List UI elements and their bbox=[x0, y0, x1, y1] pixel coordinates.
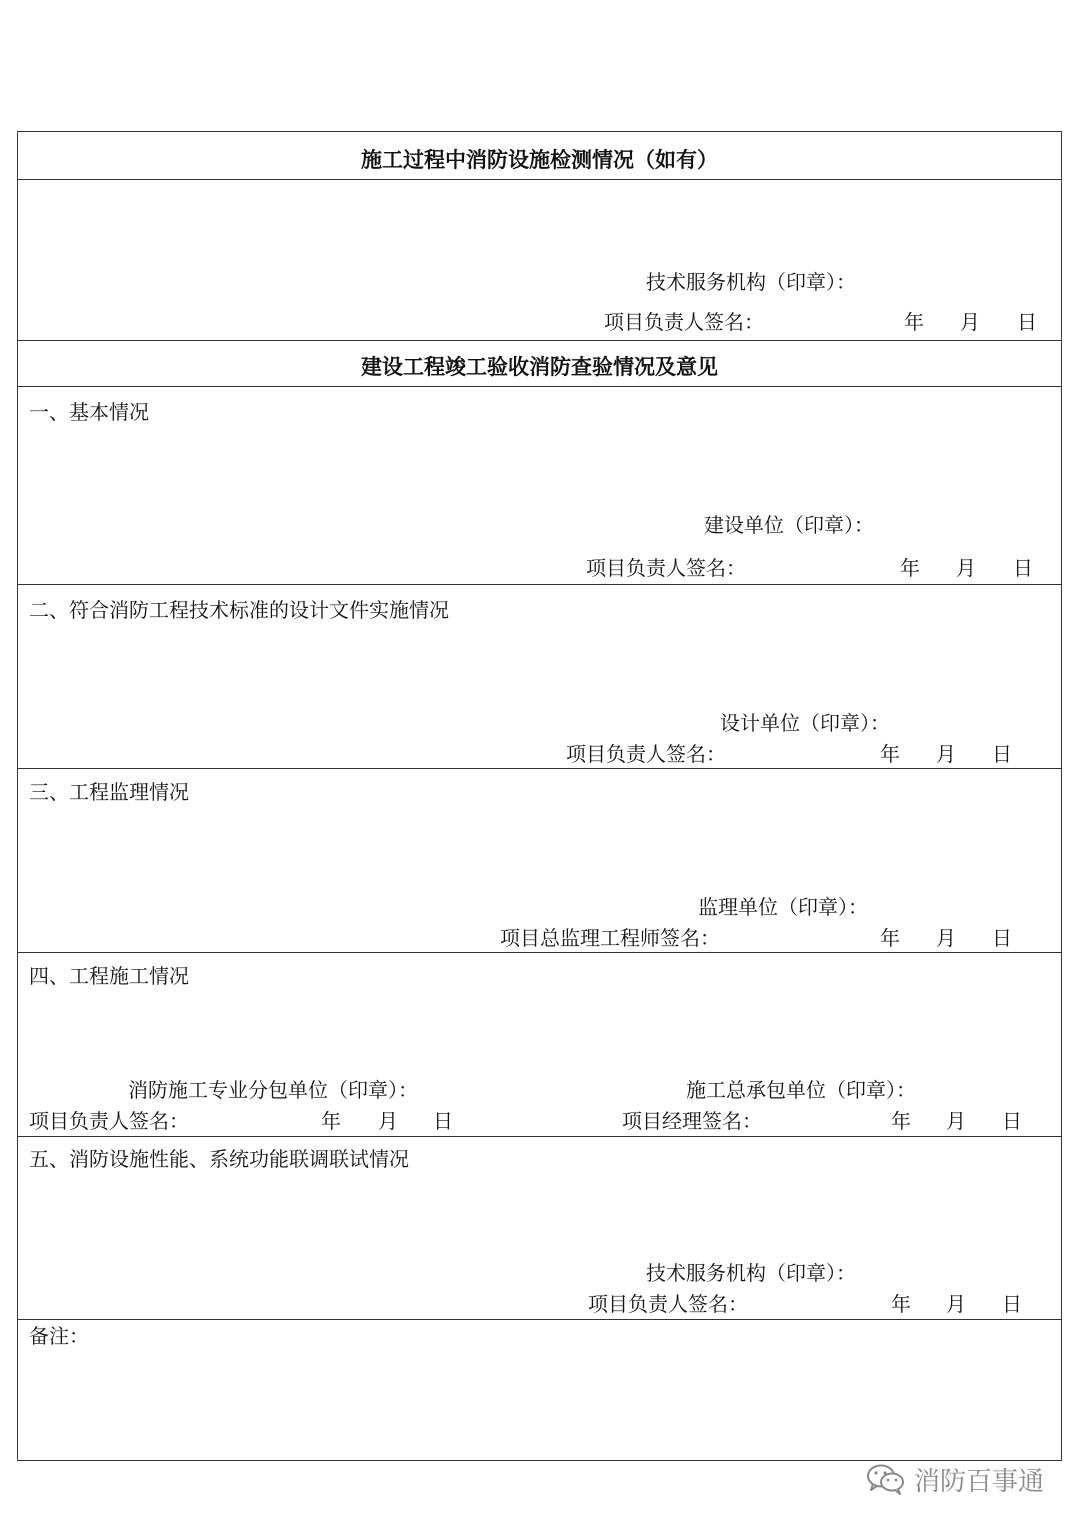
divider bbox=[18, 1136, 1061, 1137]
general-contractor-year: 年 bbox=[891, 1109, 911, 1133]
supervision-year: 年 bbox=[880, 926, 900, 950]
testing-month: 月 bbox=[960, 310, 980, 334]
design-signer-label: 项目负责人签名： bbox=[566, 742, 726, 766]
supervision-month: 月 bbox=[936, 926, 956, 950]
supervision-stamp-label: 监理单位（印章）： bbox=[698, 895, 868, 919]
testing-year: 年 bbox=[904, 310, 924, 334]
divider bbox=[18, 179, 1061, 180]
testing-heading: 施工过程中消防设施检测情况（如有） bbox=[361, 147, 718, 172]
divider bbox=[18, 952, 1061, 953]
basic-year: 年 bbox=[900, 556, 920, 580]
divider bbox=[18, 768, 1061, 769]
design-title: 二、符合消防工程技术标准的设计文件实施情况 bbox=[29, 598, 449, 622]
testing-stamp-label: 技术服务机构（印章）： bbox=[646, 270, 856, 294]
design-year: 年 bbox=[880, 742, 900, 766]
basic-month: 月 bbox=[956, 556, 976, 580]
divider bbox=[18, 340, 1061, 341]
testing-day: 日 bbox=[1017, 310, 1037, 334]
subcontractor-month: 月 bbox=[378, 1109, 398, 1133]
supervision-day: 日 bbox=[992, 926, 1012, 950]
subcontractor-year: 年 bbox=[321, 1109, 341, 1133]
remarks-label: 备注： bbox=[29, 1324, 89, 1348]
wechat-icon bbox=[866, 1463, 906, 1495]
acceptance-heading: 建设工程竣工验收消防查验情况及意见 bbox=[361, 354, 718, 379]
general-contractor-stamp-label: 施工总承包单位（印章）： bbox=[686, 1078, 916, 1102]
basic-signer-label: 项目负责人签名： bbox=[586, 556, 746, 580]
design-stamp-label: 设计单位（印章）： bbox=[720, 711, 890, 735]
basic-title: 一、基本情况 bbox=[29, 400, 149, 424]
performance-year: 年 bbox=[891, 1292, 911, 1316]
watermark bbox=[866, 1462, 1044, 1496]
divider bbox=[18, 584, 1061, 585]
design-day: 日 bbox=[992, 742, 1012, 766]
construction-title: 四、工程施工情况 bbox=[29, 964, 189, 988]
divider bbox=[18, 1319, 1061, 1320]
general-contractor-month: 月 bbox=[946, 1109, 966, 1133]
performance-signer-label: 项目负责人签名： bbox=[588, 1292, 748, 1316]
basic-day: 日 bbox=[1013, 556, 1033, 580]
performance-stamp-label: 技术服务机构（印章）： bbox=[646, 1261, 856, 1285]
subcontractor-stamp-label: 消防施工专业分包单位（印章）： bbox=[128, 1078, 418, 1102]
subcontractor-signer-label: 项目负责人签名： bbox=[29, 1109, 189, 1133]
acceptance-form bbox=[17, 131, 1062, 1461]
watermark-text: 消防百事通 bbox=[914, 1466, 1045, 1497]
supervision-signer-label: 项目总监理工程师签名： bbox=[500, 926, 720, 950]
performance-month: 月 bbox=[946, 1292, 966, 1316]
general-contractor-day: 日 bbox=[1002, 1109, 1022, 1133]
performance-title: 五、消防设施性能、系统功能联调联试情况 bbox=[29, 1147, 409, 1171]
supervision-title: 三、工程监理情况 bbox=[29, 780, 189, 804]
basic-stamp-label: 建设单位（印章）： bbox=[704, 513, 874, 537]
performance-day: 日 bbox=[1002, 1292, 1022, 1316]
design-month: 月 bbox=[936, 742, 956, 766]
testing-signer-label: 项目负责人签名： bbox=[604, 310, 764, 334]
divider bbox=[18, 386, 1061, 387]
general-contractor-signer-label: 项目经理签名： bbox=[622, 1109, 762, 1133]
subcontractor-day: 日 bbox=[433, 1109, 453, 1133]
